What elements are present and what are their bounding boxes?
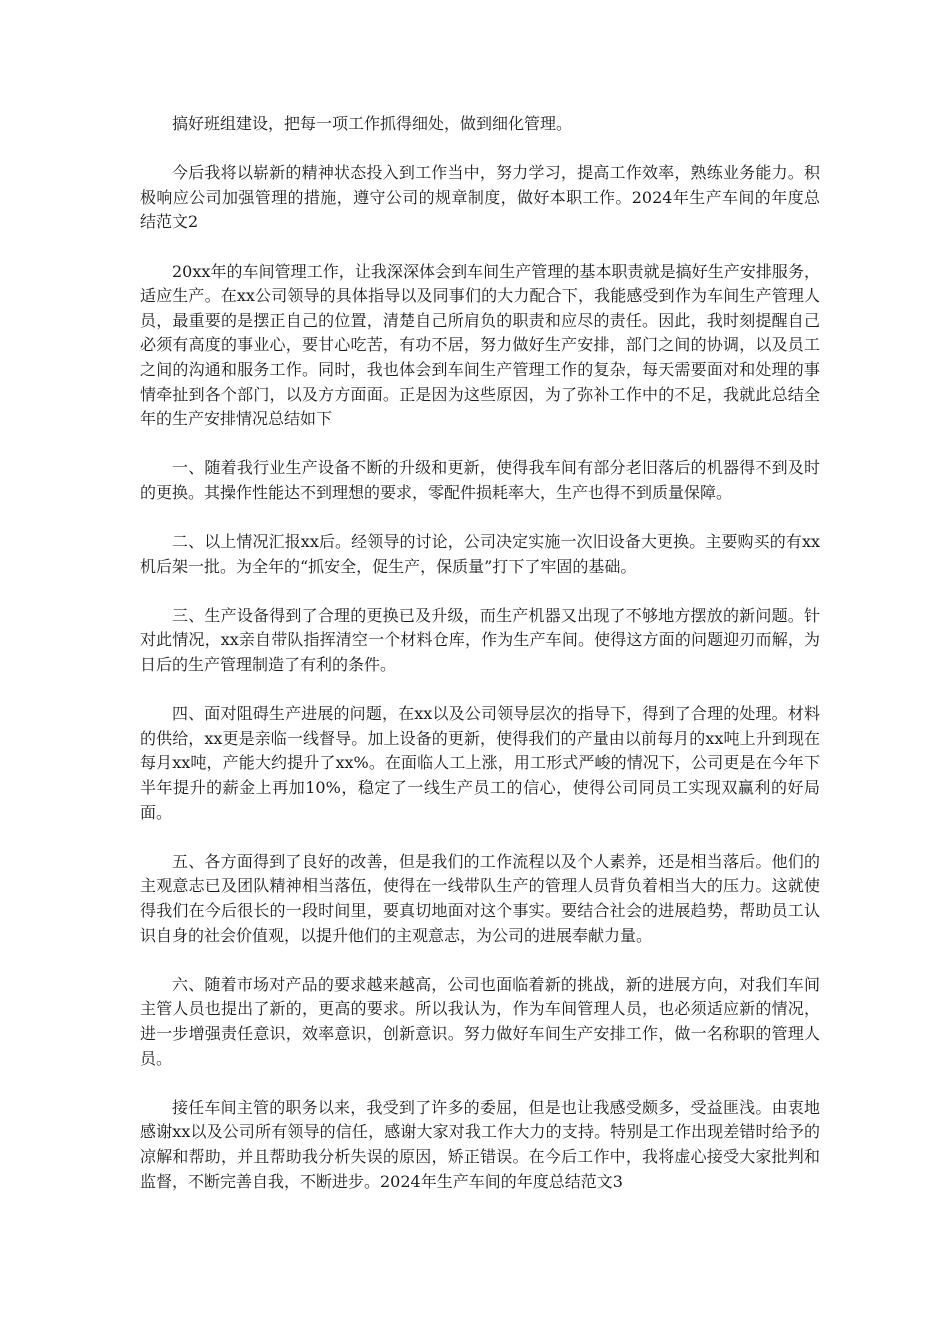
document-body — [140, 112, 820, 1219]
paragraph-8: 五、各方面得到了良好的改善，但是我们的工作流程以及个人素养，还是相当落后。他们的主观意志已及团队精神相当落伍，使得在一线带队生产的管理人员背负着相当大的压力。这就使得我们在今后很长的一段时间里，要真切地面对这个事实。要结合社会的进展趋势，帮助员工认识自身的社会价值观，以提升他们的主观意志，为公司的进展奉献力量。 — [140, 851, 820, 945]
paragraph-2: 今后我将以崭新的精神状态投入到工作当中，努力学习，提高工作效率，熟练业务能力。积极响应公司加强管理的措施，遵守公司的规章制度，做好本职工作。2024年生产车间的年度总结范文2 — [140, 163, 820, 232]
paragraph-5: 二、以上情况汇报xx后。经领导的讨论，公司决定实施一次旧设备大更换。主要购买的有xx机后架一批。为全年的“抓安全，促生产，保质量”打下了牢固的基础。 — [140, 532, 820, 576]
paragraph-7: 四、面对阻碍生产进展的问题，在xx以及公司领导层次的指导下，得到了合理的处理。材料的供给，xx更是亲临一线督导。加上设备的更新，使得我们的产量由以前每月的xx吨上升到现在每月xx吨，产能大约提升了xx%。在面临人工上涨，用工形式严峻的情况下，公司更是在今年下半年提升的薪金上再加10%，稳定了一线生产员工的信心，使得公司同员工实现双赢利的好局面。 — [140, 704, 820, 822]
paragraph-10: 接任车间主管的职务以来，我受到了许多的委屈，但是也让我感受颇多，受益匪浅。由衷地感谢xx以及公司所有领导的信任，感谢大家对我工作大力的支持。特别是工作出现差错时给予的凉解和帮助，并且帮助我分析失误的原因，矫正错误。在今后工作中，我将虚心接受大家批判和监督，不断完善自我，不断进步。2024年生产车间的年度总结范文3 — [140, 1097, 820, 1191]
paragraph-3: 20xx年的车间管理工作，让我深深体会到车间生产管理的基本职责就是搞好生产安排服务，适应生产。在xx公司领导的具体指导以及同事们的大力配合下，我能感受到作为车间生产管理人员，最重要的是摆正自己的位置，清楚自己所肩负的职责和应尽的责任。因此，我时刻提醒自己必须有高度的事业心，要甘心吃苦，有功不居，努力做好生产安排，部门之间的协调，以及员工之间的沟通和服务工作。同时，我也体会到车间生产管理工作的复杂，每天需要面对和处理的事情牵扯到各个部门，以及方方面面。正是因为这些原因，为了弥补工作中的不足，我就此总结全年的生产安排情况总结如下 — [140, 261, 820, 429]
paragraph-9: 六、随着市场对产品的要求越来越高，公司也面临着新的挑战，新的进展方向，对我们车间主管人员也提出了新的，更高的要求。所以我认为，作为车间管理人员，也必须适应新的情况，进一步增强责任意识，效率意识，创新意识。努力做好车间生产安排工作，做一名称职的管理人员。 — [140, 974, 820, 1068]
paragraph-4: 一、随着我行业生产设备不断的升级和更新，使得我车间有部分老旧落后的机器得不到及时的更换。其操作性能达不到理想的要求，零配件损耗率大，生产也得不到质量保障。 — [140, 458, 820, 502]
paragraph-1: 搞好班组建设，把每一项工作抓得细处，做到细化管理。 — [172, 114, 573, 133]
paragraph-6: 三、生产设备得到了合理的更换已及升级，而生产机器又出现了不够地方摆放的新问题。针对此情况，xx亲自带队指挥清空一个材料仓库，作为生产车间。使得这方面的问题迎刃而解，为日后的生产管理制造了有利的条件。 — [140, 605, 820, 675]
